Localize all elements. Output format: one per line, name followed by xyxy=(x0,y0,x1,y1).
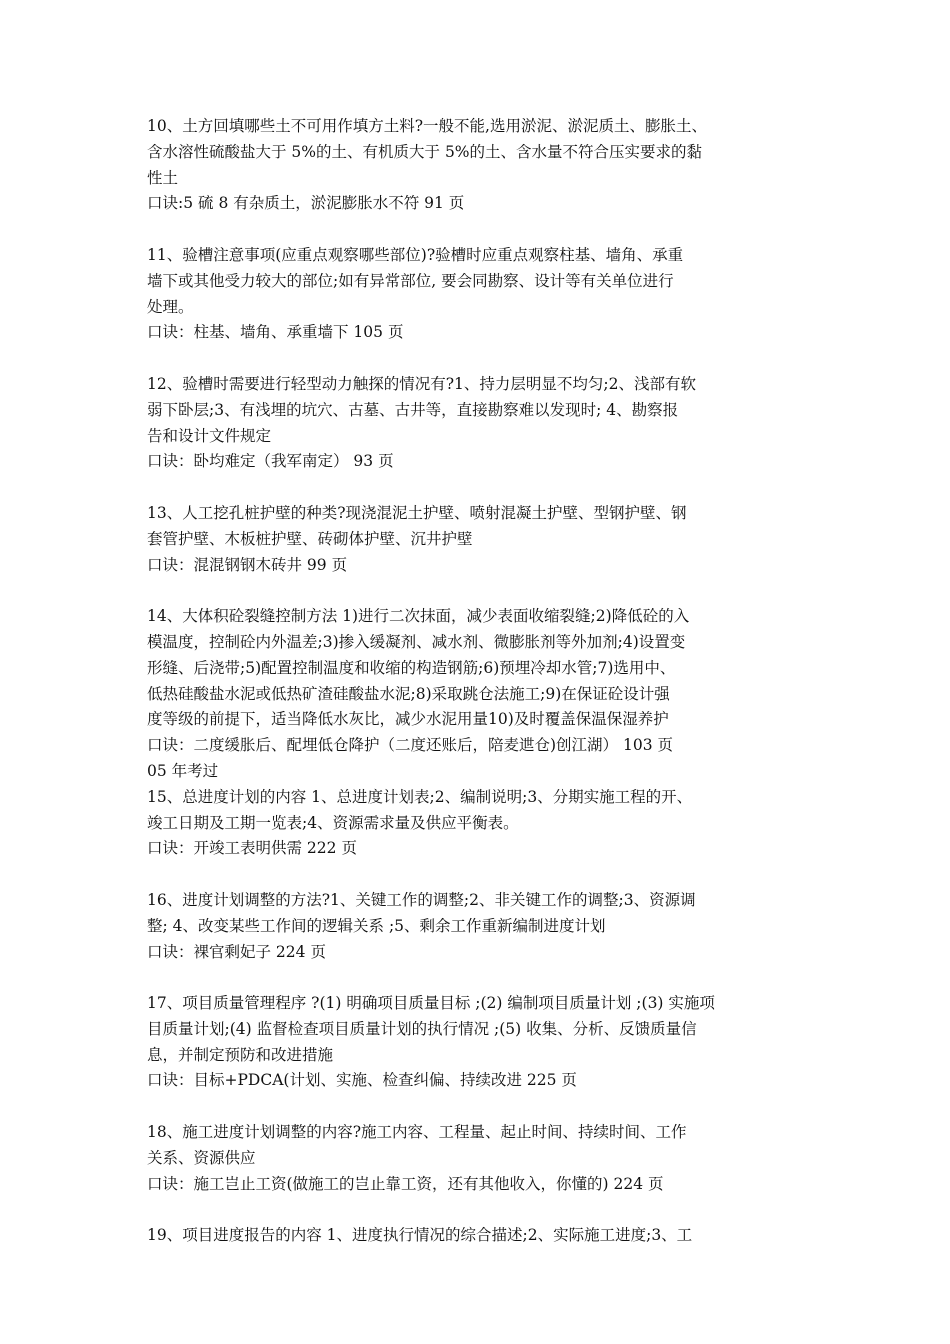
text-line: 告和设计文件规定 xyxy=(147,426,272,445)
paragraph-gap xyxy=(147,1094,813,1120)
text-line: 形缝、后浇带;5)配置控制温度和收缩的构造钢筋;6)预埋冷却水管;7)选用中、 xyxy=(147,658,676,677)
text-line: 11、验槽注意事项(应重点观察哪些部位)?验槽时应重点观察柱基、墙角、承重 xyxy=(147,245,684,264)
text-line: 口诀：裸官剩妃子 224 页 xyxy=(147,942,326,961)
text-line: 口诀：二度缓胀后、配埋低仓降护（二度还账后，陪麦迣仓)创江湖） 103 页 xyxy=(147,736,673,755)
paragraph-gap xyxy=(147,475,813,501)
text-line: 口诀：目标+PDCA(计划、实施、检查纠偏、持续改进 225 页 xyxy=(147,1071,577,1090)
text-line: 10、土方回填哪些土不可用作填方土料?一般不能,选用淤泥、淤泥质土、膨胀土、 xyxy=(147,117,707,135)
text-line: 口诀：混混钢钢木砖井 99 页 xyxy=(147,555,348,574)
text-line: 模温度，控制砼内外温差;3)掺入缓凝剂、减水剂、微膨胀剂等外加剂;4)设置变 xyxy=(147,632,686,651)
text-line: 目质量计划;(4) 监督检查项目质量计划的执行情况 ;(5) 收集、分析、反馈质量信 xyxy=(147,1019,697,1038)
text-line: 13、人工挖孔桩护壁的种类?现浇混泥土护壁、喷射混凝土护壁、型钢护壁、钢 xyxy=(147,503,687,522)
text-line: 19、项目进度报告的内容 1、进度执行情况的综合描述;2、实际施工进度;3、工 xyxy=(147,1226,693,1245)
text-line: 性土 xyxy=(147,168,179,187)
text-line: 16、进度计划调整的方法?1、关键工作的调整;2、非关键工作的调整;3、资源调 xyxy=(147,890,696,909)
text-line: 口诀:5 硫 8 有杂质土，淤泥膨胀水不符 91 页 xyxy=(147,194,465,213)
text-line: 套管护壁、木板桩护壁、砖砌体护壁、沉井护壁 xyxy=(147,529,473,548)
text-line: 05 年考过 xyxy=(147,761,219,780)
text-line: 息，并制定预防和改进措施 xyxy=(147,1045,334,1064)
text-line: 18、施工进度计划调整的内容?施工内容、工程量、起止时间、持续时间、工作 xyxy=(147,1123,687,1142)
text-line: 12、验槽时需要进行轻型动力触探的情况有?1、持力层明显不均匀;2、浅部有软 xyxy=(147,374,696,393)
text-line: 整; 4、改变某些工作间的逻辑关系 ;5、剩余工作重新编制进度计划 xyxy=(147,916,606,935)
text-line: 口诀：柱基、墙角、承重墙下 105 页 xyxy=(147,323,404,342)
paragraph-gap xyxy=(147,346,813,372)
paragraph-gap xyxy=(147,217,813,243)
text-line: 弱下卧层;3、有浅埋的坑穴、古墓、古井等，直接勘察难以发现时; 4、勘察报 xyxy=(147,400,679,419)
paragraph-gap xyxy=(147,578,813,604)
text-line: 17、项目质量管理程序 ?(1) 明确项目质量目标 ;(2) 编制项目质量计划 ;(3) 实施项 xyxy=(147,994,715,1013)
text-line: 含水溶性硫酸盐大于 5%的土、有机质大于 5%的土、含水量不符合压实要求的黏 xyxy=(147,142,703,161)
text-line: 口诀：施工岂止工资(做施工的岂止靠工资，还有其他收入，你懂的) 224 页 xyxy=(147,1174,664,1193)
text-line: 15、总进度计划的内容 1、总进度计划表;2、编制说明;3、分期实施工程的开、 xyxy=(147,787,693,806)
text-line: 竣工日期及工期一览表;4、资源需求量及供应平衡表。 xyxy=(147,813,519,832)
paragraph-gap xyxy=(147,1197,813,1223)
text-line: 14、大体积砼裂缝控制方法 1)进行二次抹面，减少表面收缩裂缝;2)降低砼的入 xyxy=(147,607,690,626)
text-line: 口诀：卧均难定（我军南定） 93 页 xyxy=(147,452,394,471)
text-line: 处理。 xyxy=(147,297,194,316)
text-line: 墙下或其他受力较大的部位;如有异常部位, 要会同勘察、设计等有关单位进行 xyxy=(147,271,674,290)
paragraph-gap xyxy=(147,965,813,991)
text-line: 低热硅酸盐水泥或低热矿渣硅酸盐水泥;8)采取跳仓法施工;9)在保证砼设计强 xyxy=(147,684,670,703)
text-line: 度等级的前提下，适当降低水灰比，减少水泥用量10)及时覆盖保温保湿养护 xyxy=(147,710,669,729)
text-line: 口诀：开竣工表明供需 222 页 xyxy=(147,839,357,858)
paragraph-gap xyxy=(147,862,813,888)
text-line: 关系、资源供应 xyxy=(147,1148,256,1167)
document-page xyxy=(147,114,813,1249)
